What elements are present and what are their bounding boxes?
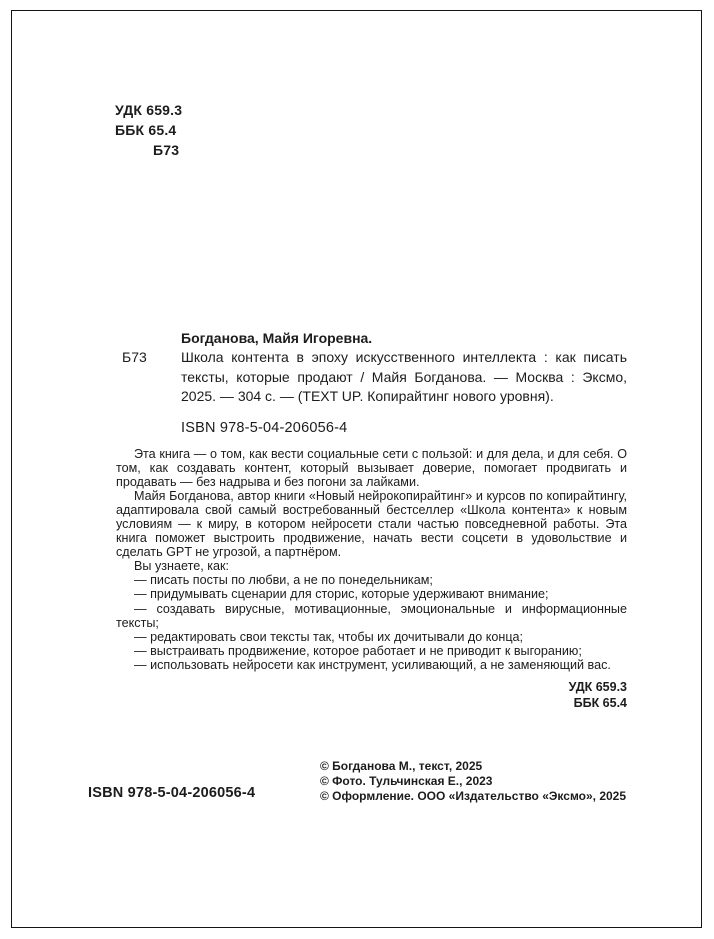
feature-item: — выстраивать продвижение, которое работает и не приводит к выгоранию; — [134, 643, 582, 658]
feature-item: — создавать вирусные, мотивационные, эмоциональные и информационные тексты; — [116, 601, 627, 630]
feature-item: — писать посты по любви, а не по понедельникам; — [134, 573, 433, 588]
classification-codes-right — [116, 679, 627, 711]
copyright-line-photo: © Фото. Тульчинская Е., 2023 — [320, 774, 493, 788]
bbk-code-right: ББК 65.4 — [573, 696, 627, 710]
isbn-number: ISBN 978-5-04-206056-4 — [181, 419, 348, 436]
bbk-code: ББК 65.4 — [115, 122, 177, 138]
feature-item: — редактировать свои тексты так, чтобы их дочитывали до конца; — [134, 629, 524, 644]
copyright-line-design: © Оформление. ООО «Издательство «Эксмо», 2025 — [320, 789, 627, 803]
annotation-paragraph-2: Майя Богданова, автор книги «Новый нейрокопирайтинг» и курсов по копирайтингу, адаптировала свой самый востребованный бестселлер «Школа контента» к новым условиям — к миру, в котором нейросети стали частью повседневной работы. Эта книга поможет выстроить продвижение, начать вести соцсети в удовольствие и сделать GPT не угрозой, а партнёром. — [116, 488, 627, 560]
classification-codes-top — [115, 100, 182, 160]
feature-item: — использовать нейросети как инструмент, усиливающий, а не заменяющий вас. — [134, 657, 611, 672]
annotation-lead: Вы узнаете, как: — [134, 559, 229, 574]
udk-code: УДК 659.3 — [115, 102, 183, 118]
author-heading: Богданова, Майя Игоревна. — [181, 330, 373, 346]
annotation-paragraph-1: Эта книга — о том, как вести социальные сети с пользой: и для дела, и для себя. О том, как создавать контент, который вызывает доверие, помогает продвигать и продавать — без надрыва и без погони за лайками. — [116, 446, 627, 489]
bibliographic-record — [116, 348, 627, 407]
bibliographic-text: Школа контента в эпоху искусственного интеллекта : как писать тексты, которые продают / Майя Богданова. — Москва : Эксмо, 2025. — 304 с. — (TEXT UP. Копирайтинг нового уровня). — [181, 349, 627, 404]
copyright-line-text: © Богданова М., текст, 2025 — [320, 759, 483, 773]
feature-item: — придумывать сценарии для сторис, которые удерживают внимание; — [134, 587, 549, 602]
udk-code-right: УДК 659.3 — [568, 680, 627, 694]
copyright-block — [320, 759, 626, 804]
bibliographic-block — [116, 329, 627, 711]
author-sign-label: Б73 — [122, 349, 147, 365]
isbn-footer: ISBN 978-5-04-206056-4 — [88, 785, 256, 801]
author-sign: Б73 — [153, 142, 180, 158]
